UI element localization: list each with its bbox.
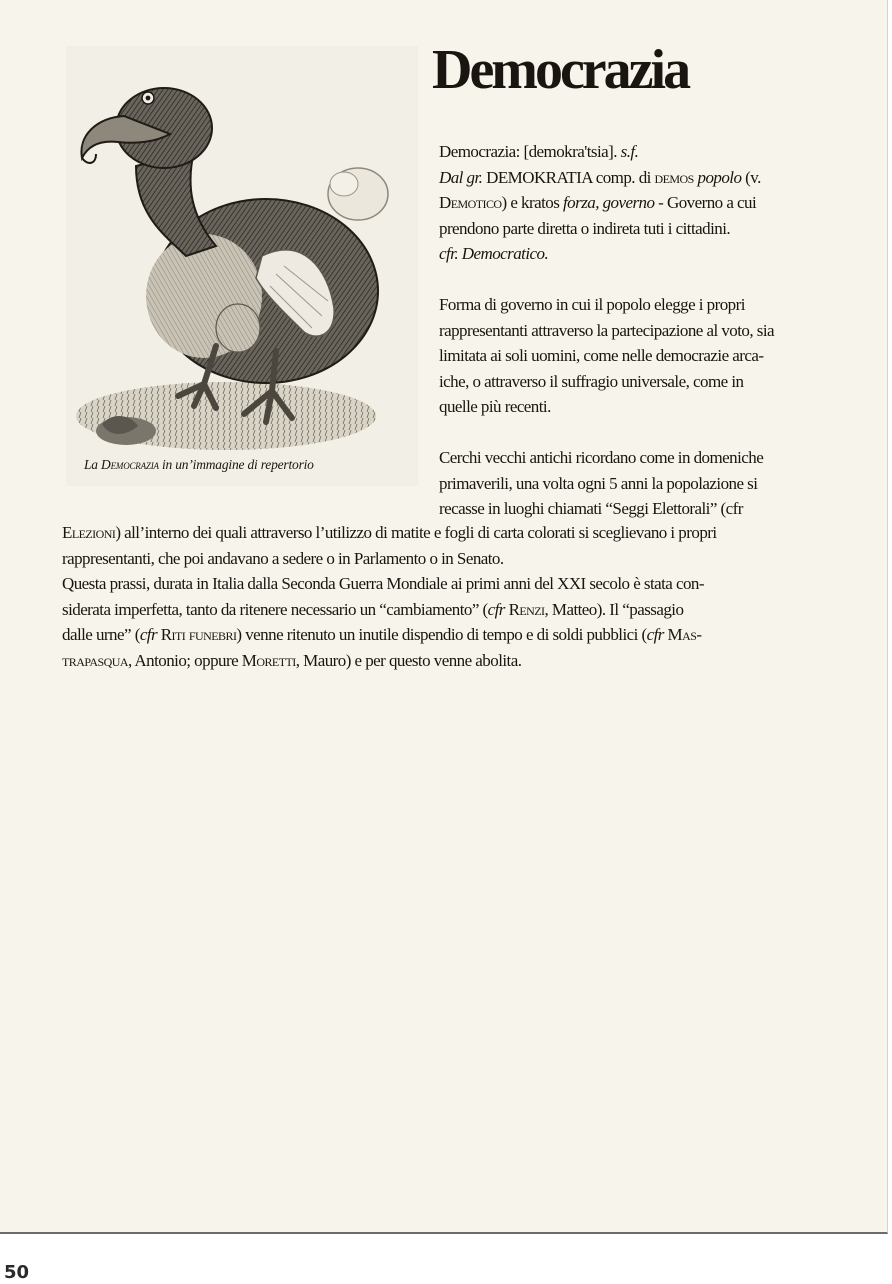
paragraph-line [62,600,683,619]
paragraph-text: , Matteo). Il “passagio [544,599,684,619]
definition-text: Dal gr. [439,167,483,187]
paragraph-text: siderata imperfetta, tanto da ritenere necessario un “cambiamento” ( [62,599,488,619]
definition-text: popolo [697,167,742,187]
paragraph-line: rappresentanti, che poi andavano a sedere o in Parlamento o in Senato. [62,548,504,568]
paragraph-text: ) all’interno dei quali attraverso l’utilizzo di matite e fogli di carta colorati si sceglievano i propri [115,523,717,542]
paragraph-line: Questa prassi, durata in Italia dalla Seconda Guerra Mondiale ai primi anni del XXI secolo è stata con- [62,574,704,593]
paragraph-line: Forma di governo in cui il popolo elegge i propri [439,295,745,314]
definition-text: demos [654,167,694,187]
paragraph-text: Moretti [241,650,296,670]
paragraph-text: Elezioni [62,523,116,542]
paragraph-text: cfr [487,599,505,619]
definition-text: Demotico [439,193,502,212]
paragraph-line: iche, o attraverso il suffragio universale, come in [439,371,744,391]
paragraph-line: quelle più recenti. [439,397,551,416]
paragraph-line: recasse in luoghi chiamati “Seggi Elettorali” (cfr [439,499,743,518]
paragraph-line: rappresentanti attraverso la partecipazione al voto, sia [439,320,775,340]
paragraph-line [62,651,521,670]
paragraph-text: cfr [646,625,664,644]
caption-text: La [84,457,102,472]
paragraph-text: Mas- [663,625,702,644]
definition-text: Democrazia: [demokra'tsia]. [439,142,621,161]
definition-text: ) e kratos [501,193,563,212]
figure-caption [84,457,314,473]
definition-text: (v. [741,167,761,187]
paragraph-text: dalle urne” ( [62,625,140,644]
paragraph-text: cfr [139,625,158,644]
caption-text: in un’immagine di repertorio [158,457,314,472]
paragraph-text: trapasqua [62,650,128,670]
definition-text: prendono parte diretta o indireta tuti i cittadini. [439,218,731,238]
definition-text: cfr. Democratico. [439,244,549,263]
paragraph-2 [439,292,839,420]
paragraph-line: Cerchi vecchi antichi ricordano come in domeniche [439,448,764,467]
definition-text: DEMOKRATIA comp. di [482,167,655,187]
paragraph-text: ) venne ritenuto un inutile dispendio di tempo e di soldi pubblici ( [236,625,647,644]
page-number: 50 [4,1262,30,1283]
paragraph-text: Riti funebri [160,625,237,644]
definition-text: forza, governo [563,193,655,212]
dodo-icon [66,46,418,486]
paragraph-text: Renzi [508,599,545,619]
paragraph-line [62,523,717,542]
paragraph-3-end [62,520,842,571]
caption-smallcaps: Democrazia [101,457,159,472]
paragraph-4 [62,571,842,673]
full-width-text [62,520,842,673]
paragraph-line: limitata ai soli uomini, come nelle democrazie arca- [439,346,764,365]
paragraph-line: primaverili, una volta ogni 5 anni la popolazione si [439,473,758,493]
paragraph-text: , Mauro) e per questo venne abolita. [295,650,522,670]
paragraph-3-start [439,445,839,522]
page-title: Democrazia [432,39,689,101]
paragraph-text: , Antonio; oppure [127,650,242,670]
paragraph-line [62,625,701,644]
right-column [439,139,839,522]
definition-text: s.f. [620,142,639,161]
definition-paragraph [439,139,839,267]
definition-text: - Governo a cui [654,193,757,212]
dodo-illustration [66,46,418,486]
